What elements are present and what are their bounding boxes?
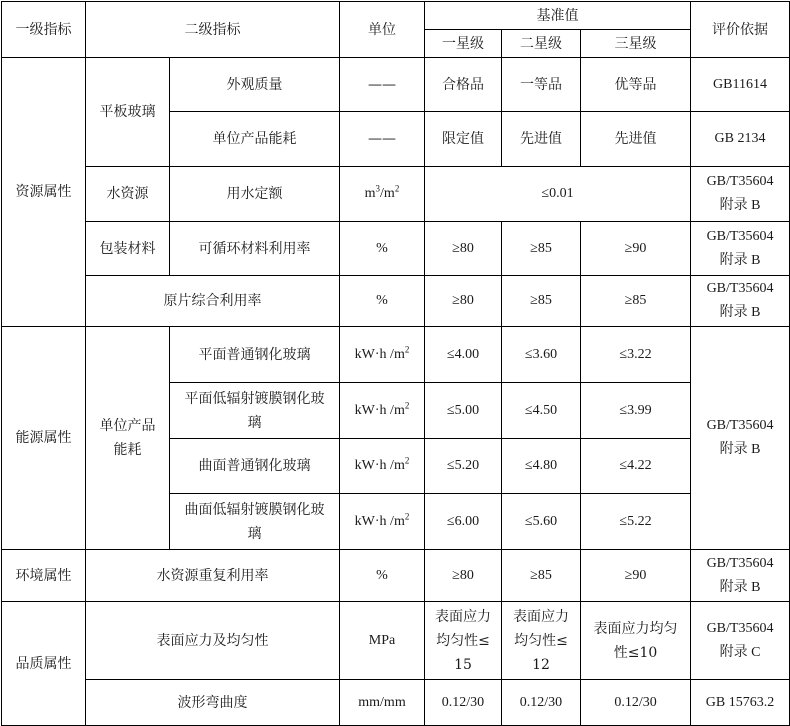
item-cell: 单位产品能耗 xyxy=(170,112,340,167)
unit-cell: MPa xyxy=(340,602,425,680)
unit-cell: mm/mm xyxy=(340,680,425,726)
header-star3: 三星级 xyxy=(581,30,691,58)
unit-text: kW·h /m xyxy=(354,513,405,529)
unit-cell: % xyxy=(340,222,425,276)
unit-superscript: 2 xyxy=(404,343,410,354)
unit-cell xyxy=(340,167,425,222)
star1-cell: ≥80 xyxy=(425,222,502,276)
basis-line: 附录 B xyxy=(719,579,761,595)
subgroup-line: 能耗 xyxy=(113,442,142,458)
basis-cell xyxy=(691,602,790,680)
basis-line: 附录 B xyxy=(719,305,761,320)
star1-cell: ≤6.00 xyxy=(425,494,502,550)
star3-cell: ≥85 xyxy=(581,276,691,327)
table-row xyxy=(2,327,790,383)
value-line: 均匀性≤ xyxy=(436,632,490,649)
star3-cell: ≤3.99 xyxy=(581,383,691,439)
star2-cell: ≥85 xyxy=(502,550,581,602)
star2-cell: ≤5.60 xyxy=(502,494,581,550)
table-row xyxy=(2,58,790,112)
star1-cell: ≥80 xyxy=(425,550,502,602)
subgroup-line: 单位产品 xyxy=(99,418,156,434)
star2-cell: ≤3.60 xyxy=(502,327,581,383)
header-star1: 一星级 xyxy=(425,30,502,58)
item-cell: 水资源重复利用率 xyxy=(86,550,340,602)
star1-cell: 合格品 xyxy=(425,58,502,112)
star2-cell: 一等品 xyxy=(502,58,581,112)
star2-cell: 0.12/30 xyxy=(502,680,581,726)
table-row xyxy=(2,602,790,680)
item-cell: 表面应力及均匀性 xyxy=(86,602,340,680)
unit-text: m xyxy=(364,186,376,201)
category-environment: 环境属性 xyxy=(2,550,86,602)
basis-line: 附录 C xyxy=(719,644,761,660)
star2-cell: 先进值 xyxy=(502,112,581,167)
header-row-1 xyxy=(2,2,790,30)
unit-cell: —— xyxy=(340,58,425,112)
header-basis: 评价依据 xyxy=(691,2,790,58)
item-line: 璃 xyxy=(247,414,262,431)
basis-cell: GB 15763.2 xyxy=(691,680,790,726)
star1-cell: 限定值 xyxy=(425,112,502,167)
category-energy: 能源属性 xyxy=(2,327,86,550)
item-line: 曲面低辐射镀膜钢化玻 xyxy=(184,501,325,518)
header-unit: 单位 xyxy=(340,2,425,58)
unit-cell: % xyxy=(340,276,425,327)
unit-cell xyxy=(340,327,425,383)
value-line: 12 xyxy=(532,656,550,673)
unit-cell: —— xyxy=(340,112,425,167)
basis-line: GB/T35604 xyxy=(706,281,774,296)
value-line: 性≤10 xyxy=(613,644,658,661)
basis-cell: GB 2134 xyxy=(691,112,790,167)
category-quality: 品质属性 xyxy=(2,602,86,726)
star3-cell: ≤5.22 xyxy=(581,494,691,550)
basis-line: GB/T35604 xyxy=(706,174,774,189)
star3-cell: 0.12/30 xyxy=(581,680,691,726)
basis-line: GB/T35604 xyxy=(706,228,774,244)
header-baseline: 基准值 xyxy=(425,2,691,30)
basis-line: 附录 B xyxy=(719,442,761,457)
star1-cell: ≥80 xyxy=(425,276,502,327)
value-line: 均匀性≤ xyxy=(514,632,568,649)
table-row xyxy=(2,550,790,602)
table-row xyxy=(2,222,790,276)
basis-line: GB/T35604 xyxy=(706,555,774,571)
unit-superscript: 3 xyxy=(375,183,381,194)
subgroup-flat-glass: 平板玻璃 xyxy=(86,58,170,167)
unit-cell xyxy=(340,439,425,494)
unit-superscript: 2 xyxy=(394,183,400,194)
value-line: 表面应力 xyxy=(435,608,491,625)
item-cell xyxy=(170,494,340,550)
item-cell: 可循环材料利用率 xyxy=(170,222,340,276)
item-cell: 波形弯曲度 xyxy=(86,680,340,726)
value-line: 15 xyxy=(454,656,472,673)
subgroup-water: 水资源 xyxy=(86,167,170,222)
subgroup-unit-energy xyxy=(86,327,170,550)
basis-cell xyxy=(691,167,790,222)
item-line: 平面低辐射镀膜钢化玻 xyxy=(184,390,325,407)
item-cell xyxy=(170,383,340,439)
star3-cell: ≤4.22 xyxy=(581,439,691,494)
basis-line: GB/T35604 xyxy=(706,620,774,636)
baseline-merged-cell: ≤0.01 xyxy=(425,167,691,222)
unit-text: kW·h /m xyxy=(354,346,405,362)
item-cell: 原片综合利用率 xyxy=(86,276,340,327)
basis-line: GB/T35604 xyxy=(706,418,774,433)
table-row xyxy=(2,276,790,327)
basis-cell xyxy=(691,276,790,327)
star3-cell: 先进值 xyxy=(581,112,691,167)
item-cell: 外观质量 xyxy=(170,58,340,112)
table-row xyxy=(2,167,790,222)
basis-cell xyxy=(691,327,790,550)
basis-line: 附录 B xyxy=(719,198,761,213)
value-line: 表面应力 xyxy=(513,608,569,625)
unit-superscript: 2 xyxy=(404,455,410,466)
item-cell: 用水定额 xyxy=(170,167,340,222)
unit-text: kW·h /m xyxy=(354,458,405,473)
unit-cell xyxy=(340,494,425,550)
header-star2: 二星级 xyxy=(502,30,581,58)
item-line: 璃 xyxy=(247,525,262,542)
value-line: 表面应力均匀 xyxy=(593,620,678,637)
star2-cell xyxy=(502,602,581,680)
unit-text: kW·h /m xyxy=(354,402,405,418)
basis-line: 附录 B xyxy=(719,252,761,268)
subgroup-packaging: 包装材料 xyxy=(86,222,170,276)
star2-cell: ≤4.50 xyxy=(502,383,581,439)
unit-superscript: 2 xyxy=(404,399,410,410)
evaluation-indicator-table xyxy=(1,1,790,726)
star2-cell: ≥85 xyxy=(502,276,581,327)
star1-cell xyxy=(425,602,502,680)
star1-cell: ≤5.20 xyxy=(425,439,502,494)
star2-cell: ≥85 xyxy=(502,222,581,276)
star1-cell: ≤4.00 xyxy=(425,327,502,383)
unit-superscript: 2 xyxy=(404,510,410,521)
unit-text: /m xyxy=(380,186,395,201)
category-resource: 资源属性 xyxy=(2,58,86,327)
table-row xyxy=(2,680,790,726)
star3-cell: ≥90 xyxy=(581,550,691,602)
star2-cell: ≤4.80 xyxy=(502,439,581,494)
basis-cell xyxy=(691,222,790,276)
basis-cell: GB11614 xyxy=(691,58,790,112)
unit-cell xyxy=(340,383,425,439)
unit-cell: % xyxy=(340,550,425,602)
header-level2: 二级指标 xyxy=(86,2,340,58)
basis-cell xyxy=(691,550,790,602)
header-level1: 一级指标 xyxy=(2,2,86,58)
item-cell: 平面普通钢化玻璃 xyxy=(170,327,340,383)
star3-cell xyxy=(581,602,691,680)
star1-cell: 0.12/30 xyxy=(425,680,502,726)
star1-cell: ≤5.00 xyxy=(425,383,502,439)
item-cell: 曲面普通钢化玻璃 xyxy=(170,439,340,494)
star3-cell: ≥90 xyxy=(581,222,691,276)
star3-cell: ≤3.22 xyxy=(581,327,691,383)
star3-cell: 优等品 xyxy=(581,58,691,112)
